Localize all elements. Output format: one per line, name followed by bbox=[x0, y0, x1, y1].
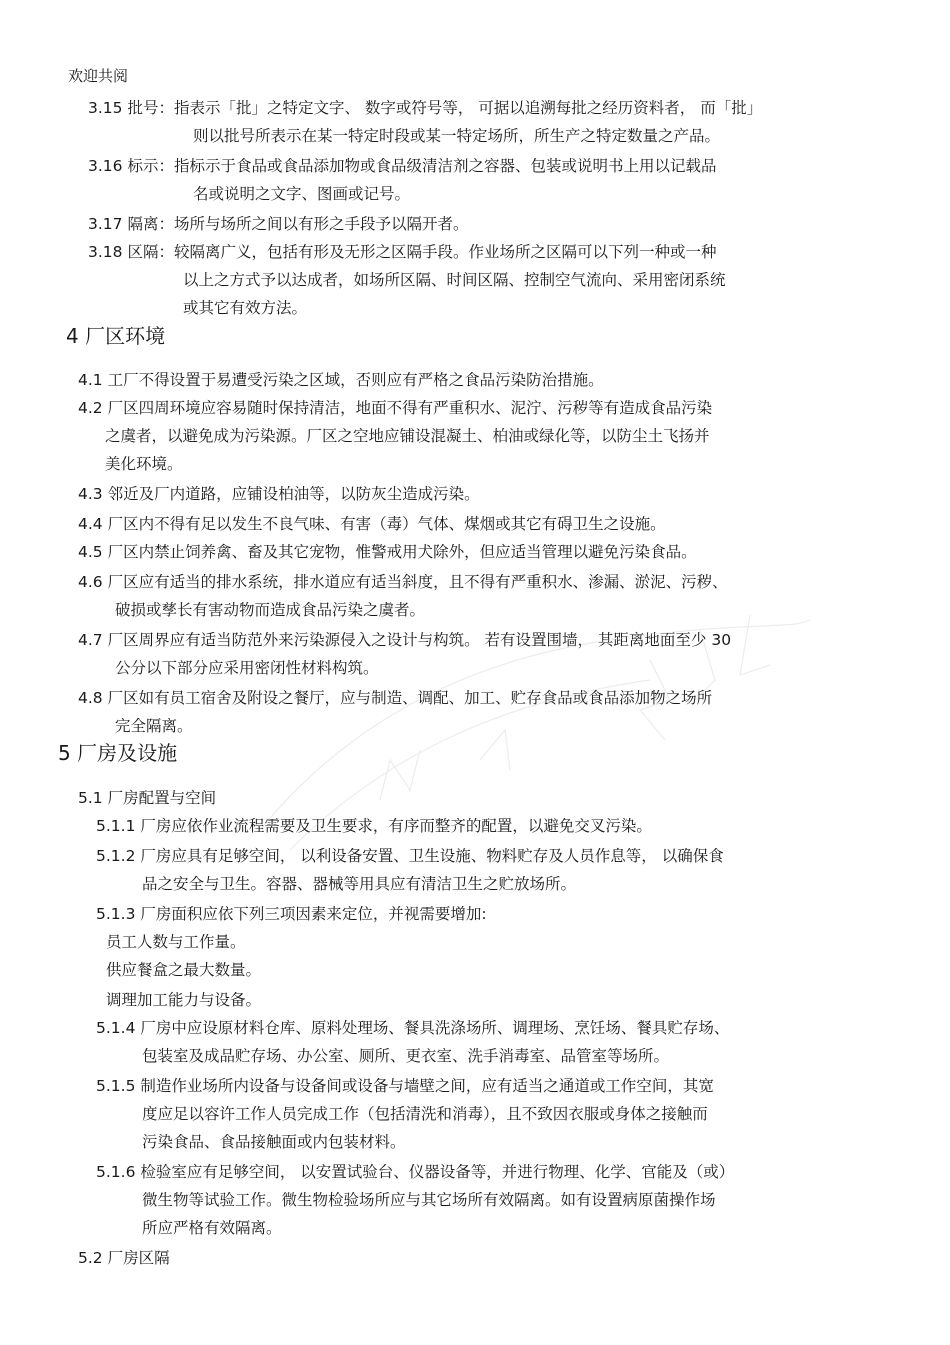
section-4-heading: 4 厂区环境 bbox=[66, 324, 166, 348]
clause-5-1-2-line-2: 品之安全与卫生。容器、器械等用具应有清洁卫生之贮放场所。 bbox=[142, 875, 577, 893]
clause-5-1-3-item-1: 员工人数与工作量。 bbox=[106, 933, 246, 951]
clause-5-1-3-item-3: 调理加工能力与设备。 bbox=[106, 991, 262, 1009]
clause-5-2: 5.2 厂房区隔 bbox=[78, 1249, 170, 1267]
clause-3-18-line-3: 或其它有效方法。 bbox=[183, 299, 308, 317]
clause-5-1-4-line-2: 包装室及成品贮存场、办公室、厕所、更衣室、洗手消毒室、品管室等场所。 bbox=[142, 1047, 670, 1065]
clause-5-1-1: 5.1.1 厂房应依作业流程需要及卫生要求，有序而整齐的配置，以避免交叉污染。 bbox=[96, 817, 652, 835]
clause-5-1-3-item-2: 供应餐盒之最大数量。 bbox=[106, 961, 262, 979]
clause-3-15-line-2: 则以批号所表示在某一特定时段或某一特定场所，所生产之特定数量之产品。 bbox=[193, 127, 721, 145]
clause-5-1-5-line-2: 度应足以容许工作人员完成工作（包括清洗和消毒），且不致因衣服或身体之接触而 bbox=[142, 1105, 708, 1123]
clause-4-5: 4.5 厂区内禁止饲养禽、畜及其它宠物，惟警戒用犬除外，但应适当管理以避免污染食品。 bbox=[78, 543, 697, 561]
clause-4-3: 4.3 邻近及厂内道路，应铺设柏油等，以防灰尘造成污染。 bbox=[78, 485, 480, 503]
clause-3-16-line-1: 3.16 标示：指标示于食品或食品添加物或食品级清洁剂之容器、包装或说明书上用以记载品 bbox=[88, 157, 717, 175]
page-header: 欢迎共阅 bbox=[68, 67, 129, 85]
clause-5-1-5-line-3: 污染食品、食品接触面或内包装材料。 bbox=[142, 1133, 406, 1151]
clause-4-6-line-1: 4.6 厂区应有适当的排水系统，排水道应有适当斜度，且不得有严重积水、渗漏、淤泥、污秽、 bbox=[78, 573, 728, 591]
clause-4-6-line-2: 破损或孳长有害动物而造成食品污染之虞者。 bbox=[115, 601, 426, 619]
clause-5-1-6-line-2: 微生物等试验工作。微生物检验场所应与其它场所有效隔离。如有设置病原菌操作场 bbox=[142, 1191, 716, 1209]
clause-4-7-line-1: 4.7 厂区周界应有适当防范外来污染源侵入之设计与构筑。 若有设置围墙， 其距离地面至少 30 bbox=[78, 631, 732, 649]
section-5-heading: 5 厂房及设施 bbox=[58, 741, 178, 765]
clause-5-1-2-line-1: 5.1.2 厂房应具有足够空间， 以利设备安置、卫生设施、物料贮存及人员作息等， 以确保食 bbox=[96, 847, 724, 865]
clause-5-1-6-line-1: 5.1.6 检验室应有足够空间， 以安置试验台、仪器设备等，并进行物理、化学、官能及（或） bbox=[96, 1163, 735, 1181]
clause-4-1: 4.1 工厂不得设置于易遭受污染之区域，否则应有严格之食品污染防治措施。 bbox=[78, 371, 604, 389]
clause-5-1: 5.1 厂房配置与空间 bbox=[78, 789, 217, 807]
clause-3-18-line-1: 3.18 区隔：较隔离广义，包括有形及无形之区隔手段。作业场所之区隔可以下列一种或一种 bbox=[88, 243, 717, 261]
clause-4-2-line-2: 之虞者，以避免成为污染源。厂区之空地应铺设混凝土、柏油或绿化等，以防尘土飞扬并 bbox=[105, 427, 710, 445]
clause-3-17: 3.17 隔离：场所与场所之间以有形之手段予以隔开者。 bbox=[88, 215, 469, 233]
clause-3-18-line-2: 以上之方式予以达成者，如场所区隔、时间区隔、控制空气流向、采用密闭系统 bbox=[183, 271, 726, 289]
clause-5-1-3: 5.1.3 厂房面积应依下列三项因素来定位，并视需要增加: bbox=[96, 905, 487, 923]
clause-5-1-5-line-1: 5.1.5 制造作业场所内设备与设备间或设备与墙壁之间，应有适当之通道或工作空间，其宽 bbox=[96, 1077, 714, 1095]
clause-4-2-line-1: 4.2 厂区四周环境应容易随时保持清洁，地面不得有严重积水、泥泞、污秽等有造成食品污染 bbox=[78, 399, 713, 417]
clause-4-8-line-2: 完全隔离。 bbox=[115, 717, 193, 735]
clause-4-7-line-2: 公分以下部分应采用密闭性材料构筑。 bbox=[115, 659, 379, 677]
clause-4-8-line-1: 4.8 厂区如有员工宿舍及附设之餐厅，应与制造、调配、加工、贮存食品或食品添加物之场所 bbox=[78, 689, 713, 707]
clause-5-1-6-line-3: 所应严格有效隔离。 bbox=[142, 1219, 282, 1237]
clause-5-1-4-line-1: 5.1.4 厂房中应设原材料仓库、原料处理场、餐具洗涤场所、调理场、烹饪场、餐具贮存场、 bbox=[96, 1019, 730, 1037]
clause-4-2-line-3: 美化环境。 bbox=[105, 455, 183, 473]
clause-3-16-line-2: 名或说明之文字、图画或记号。 bbox=[193, 185, 411, 203]
clause-4-4: 4.4 厂区内不得有足以发生不良气味、有害（毒）气体、煤烟或其它有碍卫生之设施。 bbox=[78, 515, 666, 533]
clause-3-15-line-1: 3.15 批号：指表示「批」之特定文字、 数字或符号等， 可据以追溯每批之经历资料者， 而「批」 bbox=[88, 99, 763, 117]
